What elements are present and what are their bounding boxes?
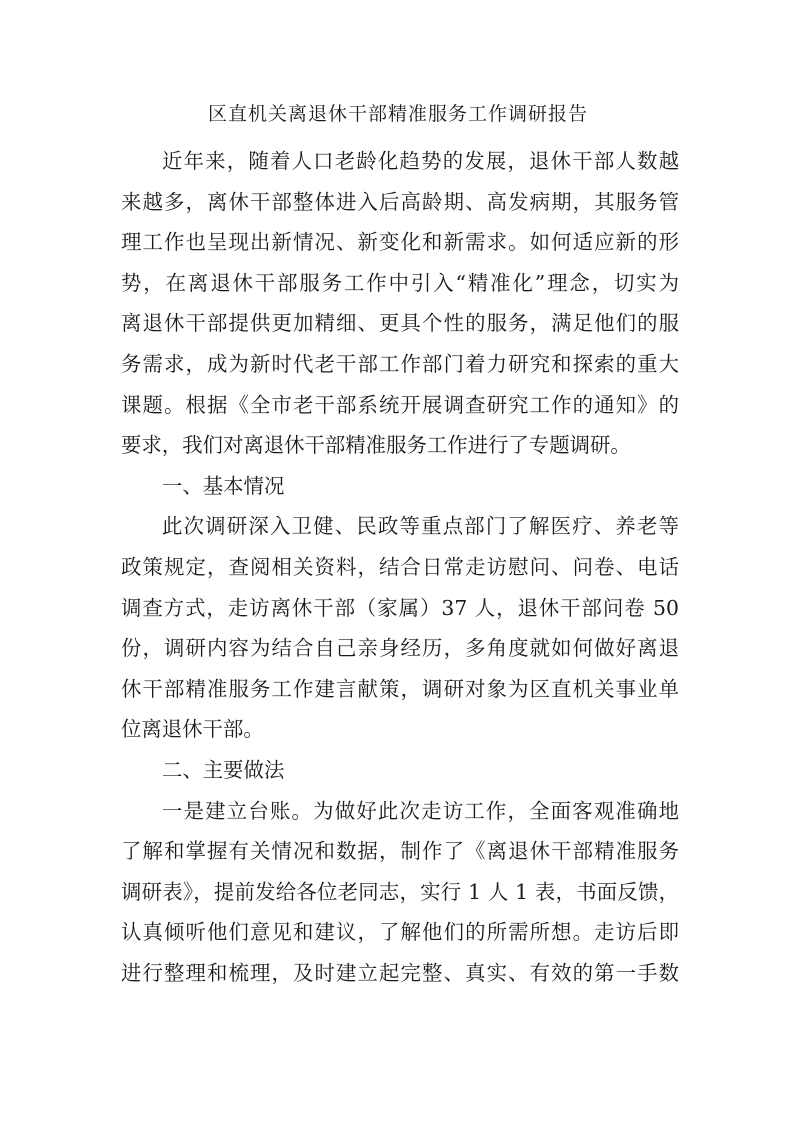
text-line: 休干部精准服务工作建言献策，调研对象为区直机关事业单 [121, 676, 679, 701]
text-line: 来越多，离休干部整体进入后高龄期、高发病期，其服务管 [121, 189, 679, 214]
text-line: 政策规定，查阅相关资料，结合日常走访慰问、问卷、电话 [121, 554, 679, 579]
text-line: 近年来，随着人口老龄化趋势的发展，退休干部人数越 [162, 149, 679, 173]
text-line: 理工作也呈现出新情况、新变化和新需求。如何适应新的形 [121, 230, 679, 255]
text-line: 此次调研深入卫健、民政等重点部门了解医疗、养老等 [162, 514, 679, 539]
text-line: 务需求，成为新时代老干部工作部门着力研究和探索的重大 [121, 351, 679, 376]
text-line: 进行整理和梳理，及时建立起完整、真实、有效的第一手数 [121, 960, 679, 985]
text-line: 认真倾听他们意见和建议，了解他们的所需所想。走访后即 [121, 920, 679, 945]
text-line: 调查方式，走访离休干部（家属）37 人，退休干部问卷 50 [121, 595, 679, 620]
text-line: 课题。根据《全市老干部系统开展调查研究工作的通知》的 [121, 392, 679, 417]
text-line: 一是建立台账。为做好此次走访工作，全面客观准确地 [162, 798, 679, 823]
document-title: 区直机关离退休干部精准服务工作调研报告 [207, 103, 588, 125]
text-line: 势，在离退休干部服务工作中引入“精准化”理念，切实为 [121, 270, 679, 295]
text-line: 份，调研内容为结合自己亲身经历，多角度就如何做好离退 [121, 636, 679, 661]
text-line: 了解和掌握有关情况和数据，制作了《离退休干部精准服务 [121, 839, 679, 864]
document-body [121, 141, 679, 993]
text-line: 一、基本情况 [162, 473, 285, 498]
text-line: 离退休干部提供更加精细、更具个性的服务，满足他们的服 [121, 311, 679, 336]
text-line: 调研表》，提前发给各位老同志，实行 1 人 1 表，书面反馈， [121, 879, 679, 904]
text-line: 位离退休干部。 [121, 717, 264, 742]
text-line: 要求，我们对离退休干部精准服务工作进行了专题调研。 [121, 433, 631, 458]
text-line: 二、主要做法 [162, 757, 285, 782]
